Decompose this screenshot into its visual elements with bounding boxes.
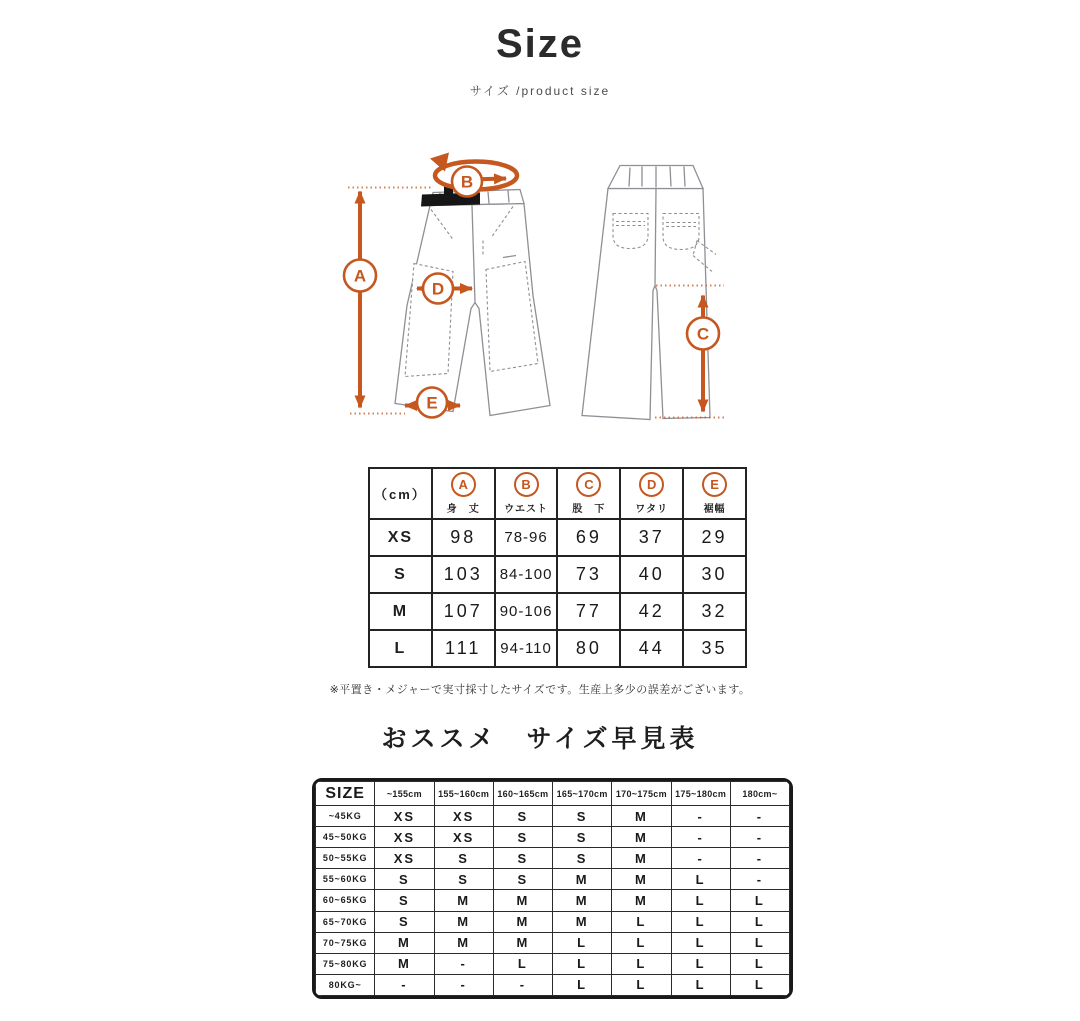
recommended-size-cell: M (434, 890, 493, 911)
recommended-size-cell: L (730, 953, 789, 974)
recommended-size-cell: M (612, 848, 671, 869)
size-table-row (369, 519, 746, 556)
measure-label: 裾幅 (703, 504, 726, 515)
recommended-size-cell: - (493, 974, 552, 995)
recommend-row (316, 890, 790, 911)
weight-label-cell: 75~80KG (316, 953, 375, 974)
recommended-size-cell: - (434, 953, 493, 974)
measurement-value-cell: 77 (557, 593, 620, 630)
measurement-value-cell: 30 (683, 556, 746, 593)
pants-front-view (344, 153, 550, 418)
recommended-size-cell: M (493, 932, 552, 953)
measurement-value-cell: 78-96 (495, 519, 558, 556)
measure-letter-badge: C (576, 472, 601, 497)
measure-letter-badge: D (639, 472, 664, 497)
measurement-value-cell: 111 (432, 630, 495, 667)
recommended-size-cell: L (612, 932, 671, 953)
page-subtitle: サイズ /product size (469, 84, 611, 98)
measure-b-label: B (460, 172, 474, 192)
recommended-size-cell: M (553, 890, 612, 911)
recommend-header-row (316, 782, 790, 806)
recommended-size-cell: - (375, 974, 434, 995)
recommended-size-cell: S (493, 806, 552, 827)
measurement-value-cell: 80 (557, 630, 620, 667)
recommended-size-cell: S (434, 848, 493, 869)
measurement-value-cell: 84-100 (495, 556, 558, 593)
measurement-value-cell: 32 (683, 593, 746, 630)
recommend-row (316, 911, 790, 932)
measure-label: 身 丈 (446, 504, 480, 515)
recommended-size-cell: - (730, 869, 789, 890)
recommended-size-cell: L (612, 911, 671, 932)
recommended-size-cell: M (493, 911, 552, 932)
unit-header (369, 468, 432, 519)
recommended-size-cell: S (493, 848, 552, 869)
measure-letter-badge: E (702, 472, 727, 497)
recommend-table-body (316, 806, 790, 996)
size-table (368, 467, 747, 668)
recommend-row (316, 932, 790, 953)
measure-e-label: E (426, 393, 438, 413)
recommend-row (316, 953, 790, 974)
measurement-value-cell: 44 (620, 630, 683, 667)
pants-measurement-diagram (320, 143, 770, 443)
recommended-size-cell: L (553, 953, 612, 974)
recommend-table (315, 781, 790, 996)
size-corner-header: SIZE (316, 782, 375, 806)
size-name-cell: XS (369, 519, 432, 556)
measure-column-header (683, 468, 746, 519)
weight-label-cell: 45~50KG (316, 827, 375, 848)
size-name-cell: M (369, 593, 432, 630)
recommended-size-cell: S (493, 869, 552, 890)
recommended-size-cell: L (671, 911, 730, 932)
size-name-cell: S (369, 556, 432, 593)
recommended-size-cell: S (553, 848, 612, 869)
weight-label-cell: ~45KG (316, 806, 375, 827)
recommend-table-head (316, 782, 790, 806)
recommended-size-cell: L (730, 932, 789, 953)
recommend-row (316, 869, 790, 890)
weight-label-cell: 80KG~ (316, 974, 375, 995)
recommended-size-cell: M (612, 806, 671, 827)
measure-column-header (557, 468, 620, 519)
recommended-size-cell: - (671, 827, 730, 848)
recommended-size-cell: M (612, 869, 671, 890)
recommended-size-cell: L (612, 953, 671, 974)
height-column-header: 155~160cm (434, 782, 493, 806)
size-table-row (369, 630, 746, 667)
pants-back-view (582, 166, 724, 420)
size-table-row (369, 556, 746, 593)
recommended-size-cell: S (493, 827, 552, 848)
unit-label: （cm） (374, 486, 427, 502)
recommended-size-cell: M (375, 932, 434, 953)
measurement-value-cell: 94-110 (495, 630, 558, 667)
recommended-size-cell: M (434, 911, 493, 932)
recommended-size-cell: L (553, 932, 612, 953)
recommended-size-cell: M (553, 869, 612, 890)
recommended-size-cell: M (434, 932, 493, 953)
recommended-size-cell: L (671, 974, 730, 995)
weight-label-cell: 70~75KG (316, 932, 375, 953)
recommended-size-cell: XS (375, 848, 434, 869)
recommended-size-cell: L (730, 974, 789, 995)
recommended-size-cell: M (375, 953, 434, 974)
recommended-size-cell: S (375, 869, 434, 890)
recommended-size-cell: M (612, 827, 671, 848)
recommended-size-cell: XS (375, 806, 434, 827)
measure-d-label: D (431, 279, 445, 299)
recommended-size-cell: L (671, 932, 730, 953)
recommended-size-cell: - (671, 806, 730, 827)
size-table-header-row (369, 468, 746, 519)
measurement-value-cell: 90-106 (495, 593, 558, 630)
measure-label: ウエスト (504, 504, 549, 515)
page-title: Size (495, 22, 585, 66)
weight-label-cell: 65~70KG (316, 911, 375, 932)
weight-label-cell: 50~55KG (316, 848, 375, 869)
measurement-value-cell: 73 (557, 556, 620, 593)
recommend-row (316, 827, 790, 848)
size-table-head (369, 468, 746, 519)
recommended-size-cell: M (493, 890, 552, 911)
recommended-size-cell: XS (434, 806, 493, 827)
recommended-size-cell: L (553, 974, 612, 995)
measurement-note: ※平置き・メジャーで実寸採寸したサイズです。生産上多少の誤差がございます。 (329, 684, 751, 696)
recommended-size-cell: - (730, 806, 789, 827)
recommend-row (316, 806, 790, 827)
recommended-size-cell: L (493, 953, 552, 974)
recommended-size-cell: S (375, 890, 434, 911)
measure-label: ワタリ (635, 504, 669, 515)
weight-label-cell: 55~60KG (316, 869, 375, 890)
recommended-size-cell: - (671, 848, 730, 869)
recommend-table-wrap (312, 778, 793, 999)
recommended-size-cell: XS (434, 827, 493, 848)
recommended-size-cell: - (730, 848, 789, 869)
measure-column-header (620, 468, 683, 519)
recommended-size-cell: M (612, 890, 671, 911)
measurement-value-cell: 42 (620, 593, 683, 630)
measure-label: 股 下 (572, 504, 606, 515)
recommended-size-cell: S (375, 911, 434, 932)
recommended-size-cell: XS (375, 827, 434, 848)
weight-label-cell: 60~65KG (316, 890, 375, 911)
measurement-value-cell: 29 (683, 519, 746, 556)
recommended-size-cell: S (553, 827, 612, 848)
recommended-size-cell: S (434, 869, 493, 890)
recommended-size-cell: S (553, 806, 612, 827)
size-table-row (369, 593, 746, 630)
recommended-size-cell: L (671, 869, 730, 890)
height-column-header: ~155cm (375, 782, 434, 806)
measurement-value-cell: 98 (432, 519, 495, 556)
measurement-value-cell: 107 (432, 593, 495, 630)
height-column-header: 160~165cm (493, 782, 552, 806)
measure-a-label: A (353, 266, 367, 286)
height-column-header: 180cm~ (730, 782, 789, 806)
recommend-heading: おススメ サイズ早見表 (381, 725, 699, 753)
recommended-size-cell: L (671, 890, 730, 911)
measure-letter-badge: A (451, 472, 476, 497)
recommended-size-cell: M (553, 911, 612, 932)
measurement-value-cell: 103 (432, 556, 495, 593)
recommended-size-cell: - (434, 974, 493, 995)
recommend-row (316, 848, 790, 869)
recommended-size-cell: L (730, 890, 789, 911)
measurement-value-cell: 69 (557, 519, 620, 556)
recommended-size-cell: L (730, 911, 789, 932)
measure-letter-badge: B (514, 472, 539, 497)
recommend-row (316, 974, 790, 995)
height-column-header: 175~180cm (671, 782, 730, 806)
measurement-value-cell: 40 (620, 556, 683, 593)
size-table-body (369, 519, 746, 667)
recommended-size-cell: L (612, 974, 671, 995)
size-name-cell: L (369, 630, 432, 667)
measure-column-header (432, 468, 495, 519)
measurement-value-cell: 35 (683, 630, 746, 667)
height-column-header: 170~175cm (612, 782, 671, 806)
recommended-size-cell: L (671, 953, 730, 974)
height-column-header: 165~170cm (553, 782, 612, 806)
measure-c-label: C (696, 324, 710, 344)
recommended-size-cell: - (730, 827, 789, 848)
measurement-value-cell: 37 (620, 519, 683, 556)
measure-column-header (495, 468, 558, 519)
